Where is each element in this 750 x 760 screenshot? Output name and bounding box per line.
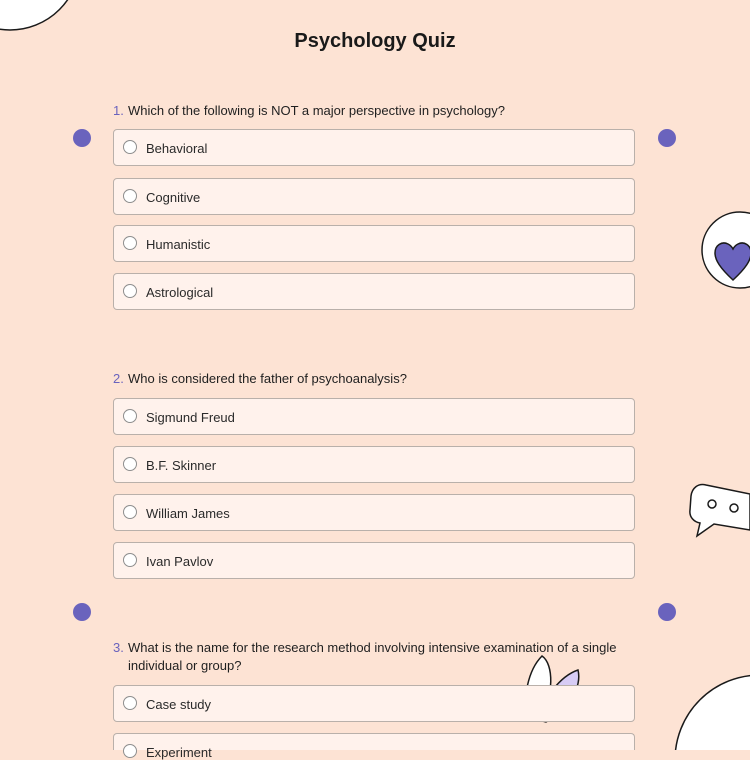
option-bf-skinner[interactable]	[113, 446, 635, 483]
option-william-james[interactable]	[113, 494, 635, 531]
question-2	[113, 370, 643, 388]
option-behavioral[interactable]	[113, 129, 635, 166]
radio-button[interactable]	[123, 140, 137, 154]
option-label: Sigmund Freud	[146, 410, 235, 425]
question-number: 3.	[113, 640, 124, 655]
option-sigmund-freud[interactable]	[113, 398, 635, 435]
option-label: Cognitive	[146, 190, 201, 205]
option-humanistic[interactable]	[113, 225, 635, 262]
radio-button[interactable]	[123, 409, 137, 423]
decorative-dot-icon	[658, 603, 676, 621]
option-label: Humanistic	[146, 237, 211, 252]
radio-button[interactable]	[123, 189, 137, 203]
radio-button[interactable]	[123, 553, 137, 567]
speech-bubble-icon	[686, 480, 750, 540]
question-number: 2.	[113, 371, 124, 386]
option-label: B.F. Skinner	[146, 458, 217, 473]
question-text: Who is considered the father of psychoanalysis?	[128, 371, 407, 386]
question-text: What is the name for the research method involving intensive examination of a single individual or group?	[128, 640, 617, 673]
option-label: Astrological	[146, 285, 214, 300]
radio-button[interactable]	[123, 696, 137, 710]
option-label: Case study	[146, 697, 212, 712]
option-label: Behavioral	[146, 141, 208, 156]
decorative-dot-icon	[73, 129, 91, 147]
radio-button[interactable]	[123, 744, 137, 758]
question-3	[113, 639, 643, 675]
decorative-dot-icon	[658, 129, 676, 147]
page-title: Psychology Quiz	[294, 30, 456, 52]
decorative-dot-icon	[73, 603, 91, 621]
question-text: Which of the following is NOT a major perspective in psychology?	[128, 103, 505, 118]
option-label: William James	[146, 506, 230, 521]
option-label: Ivan Pavlov	[146, 554, 214, 569]
radio-button[interactable]	[123, 236, 137, 250]
option-case-study[interactable]	[113, 685, 635, 722]
option-label: Experiment	[146, 745, 212, 760]
question-number: 1.	[113, 103, 124, 118]
question-1	[113, 102, 643, 120]
radio-button[interactable]	[123, 457, 137, 471]
radio-button[interactable]	[123, 505, 137, 519]
radio-button[interactable]	[123, 284, 137, 298]
corner-circle-bottom-right-icon	[670, 665, 750, 750]
option-cognitive[interactable]	[113, 178, 635, 215]
option-experiment[interactable]	[113, 733, 635, 760]
option-ivan-pavlov[interactable]	[113, 542, 635, 579]
option-astrological[interactable]	[113, 273, 635, 310]
heart-icon	[700, 210, 750, 292]
